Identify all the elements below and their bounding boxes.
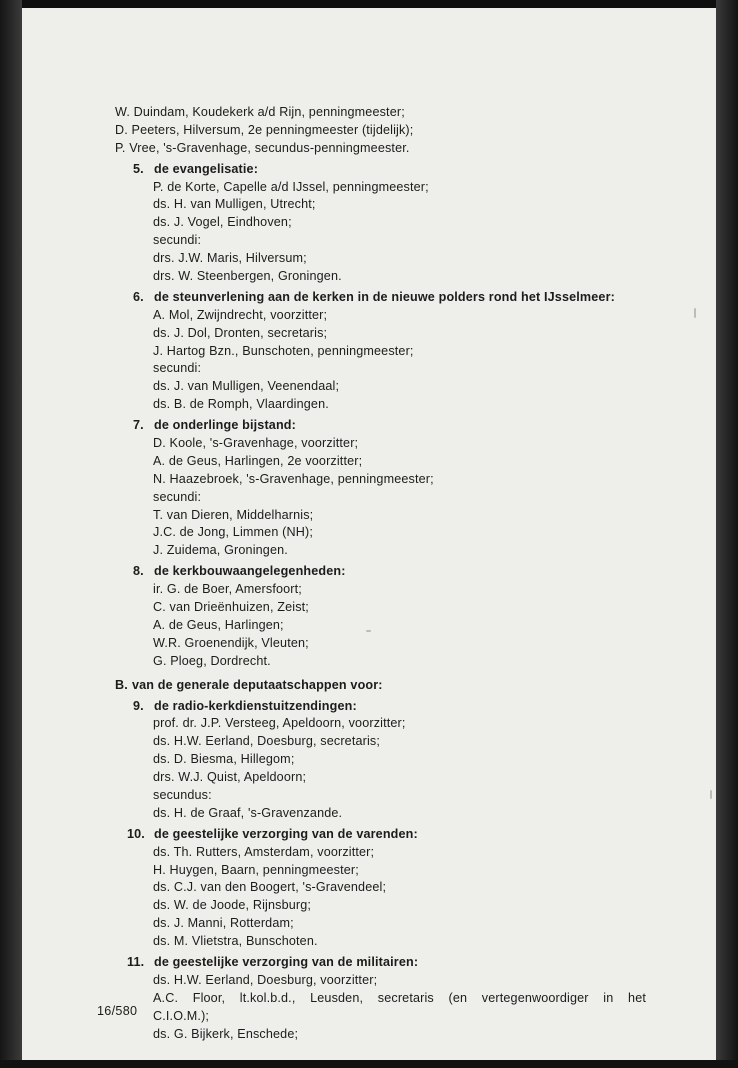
member-line: N. Haazebroek, 's-Gravenhage, penningmeester;	[153, 471, 434, 486]
member-line: secundi:	[153, 489, 202, 504]
member-line: ds. H. van Mulligen, Utrecht;	[153, 197, 316, 212]
member-line: H. Huygen, Baarn, penningmeester;	[153, 862, 359, 877]
section-heading	[22, 161, 716, 179]
section-number: 6.	[133, 289, 144, 304]
section-number: 9.	[133, 698, 144, 713]
part-title: van de generale deputaatschappen voor:	[132, 677, 383, 692]
member-line: ds. J. van Mulligen, Veenendaal;	[153, 379, 340, 394]
section-title: de evangelisatie:	[154, 161, 259, 176]
section-title: de geestelijke verzorging van de militairen:	[154, 954, 419, 969]
text-line: W. Duindam, Koudekerk a/d Rijn, penningmeester;	[115, 105, 405, 119]
scan-border-right	[716, 0, 738, 1068]
section-number: 5.	[133, 161, 144, 176]
text-line: P. Vree, 's-Gravenhage, secundus-penningmeester.	[115, 140, 410, 155]
member-line: ds. J. Manni, Rotterdam;	[153, 916, 294, 931]
section-number: 8.	[133, 564, 144, 579]
member-line: J.C. de Jong, Limmen (NH);	[153, 525, 313, 540]
member-line: ir. G. de Boer, Amersfoort;	[153, 582, 302, 597]
member-line: C. van Drieënhuizen, Zeist;	[153, 600, 309, 615]
member-line: prof. dr. J.P. Versteeg, Apeldoorn, voorzitter;	[153, 716, 406, 731]
member-line: A. Mol, Zwijndrecht, voorzitter;	[153, 307, 328, 322]
text-line: D. Peeters, Hilversum, 2e penningmeester (tijdelijk);	[115, 122, 414, 137]
member-line: ds. C.J. van den Boogert, 's-Gravendeel;	[153, 880, 387, 895]
member-line: secundi:	[153, 361, 202, 376]
section-heading	[22, 289, 716, 307]
member-line: A. de Geus, Harlingen, 2e voorzitter;	[153, 453, 363, 468]
member-line: P. de Korte, Capelle a/d IJssel, penningmeester;	[153, 179, 429, 194]
section-heading	[22, 417, 716, 435]
member-line: drs. J.W. Maris, Hilversum;	[153, 251, 307, 266]
part-heading	[22, 677, 716, 695]
member-line: ds. B. de Romph, Vlaardingen.	[153, 397, 329, 412]
document-body	[22, 104, 716, 1043]
member-line: D. Koole, 's-Gravenhage, voorzitter;	[153, 436, 359, 451]
member-line: A. de Geus, Harlingen;	[153, 617, 284, 632]
member-line: drs. W.J. Quist, Apeldoorn;	[153, 770, 307, 785]
scan-border-left	[0, 0, 22, 1068]
section-number: 10.	[127, 826, 145, 841]
section-title: de onderlinge bijstand:	[154, 418, 296, 433]
member-line: W.R. Groenendijk, Vleuten;	[153, 635, 309, 650]
section-number: 7.	[133, 418, 144, 433]
section-title: de kerkbouwaangelegenheden:	[154, 564, 346, 579]
member-line: C.I.O.M.);	[153, 1008, 210, 1023]
part-number: B.	[115, 677, 128, 692]
member-line: J. Zuidema, Groningen.	[153, 543, 288, 558]
section-title: de geestelijke verzorging van de varenden:	[154, 826, 418, 841]
section-heading	[22, 954, 716, 972]
member-line: G. Ploeg, Dordrecht.	[153, 653, 271, 668]
section-number: 11.	[127, 954, 145, 969]
member-line: ds. H. de Graaf, 's-Gravenzande.	[153, 805, 343, 820]
section-title: de radio-kerkdienstuitzendingen:	[154, 698, 357, 713]
page-number: 16/580	[97, 1004, 138, 1018]
section-heading	[22, 563, 716, 581]
member-line: secundi:	[153, 233, 202, 248]
member-line: ds. M. Vlietstra, Bunschoten.	[153, 934, 318, 949]
member-line: ds. W. de Joode, Rijnsburg;	[153, 898, 312, 913]
section-heading	[22, 826, 716, 844]
member-line: drs. W. Steenbergen, Groningen.	[153, 269, 342, 284]
member-line: J. Hartog Bzn., Bunschoten, penningmeester;	[153, 343, 414, 358]
member-line: ds. D. Biesma, Hillegom;	[153, 752, 295, 767]
section-title: de steunverlening aan de kerken in de nieuwe polders rond het IJsselmeer:	[154, 289, 615, 304]
member-line: A.C. Floor, lt.kol.b.d., Leusden, secretaris (en vertegenwoordiger in het	[153, 990, 646, 1005]
member-line: ds. G. Bijkerk, Enschede;	[153, 1026, 299, 1041]
document-page	[22, 8, 716, 1060]
member-line: secundus:	[153, 787, 212, 802]
scan-border-top	[0, 0, 738, 8]
member-line: ds. Th. Rutters, Amsterdam, voorzitter;	[153, 844, 375, 859]
member-line: ds. H.W. Eerland, Doesburg, secretaris;	[153, 734, 381, 749]
member-line: ds. J. Vogel, Eindhoven;	[153, 215, 292, 230]
member-line: T. van Dieren, Middelharnis;	[153, 507, 314, 522]
scan-border-bottom	[0, 1060, 738, 1068]
section-heading	[22, 698, 716, 716]
member-line: ds. J. Dol, Dronten, secretaris;	[153, 325, 328, 340]
member-line: ds. H.W. Eerland, Doesburg, voorzitter;	[153, 972, 378, 987]
